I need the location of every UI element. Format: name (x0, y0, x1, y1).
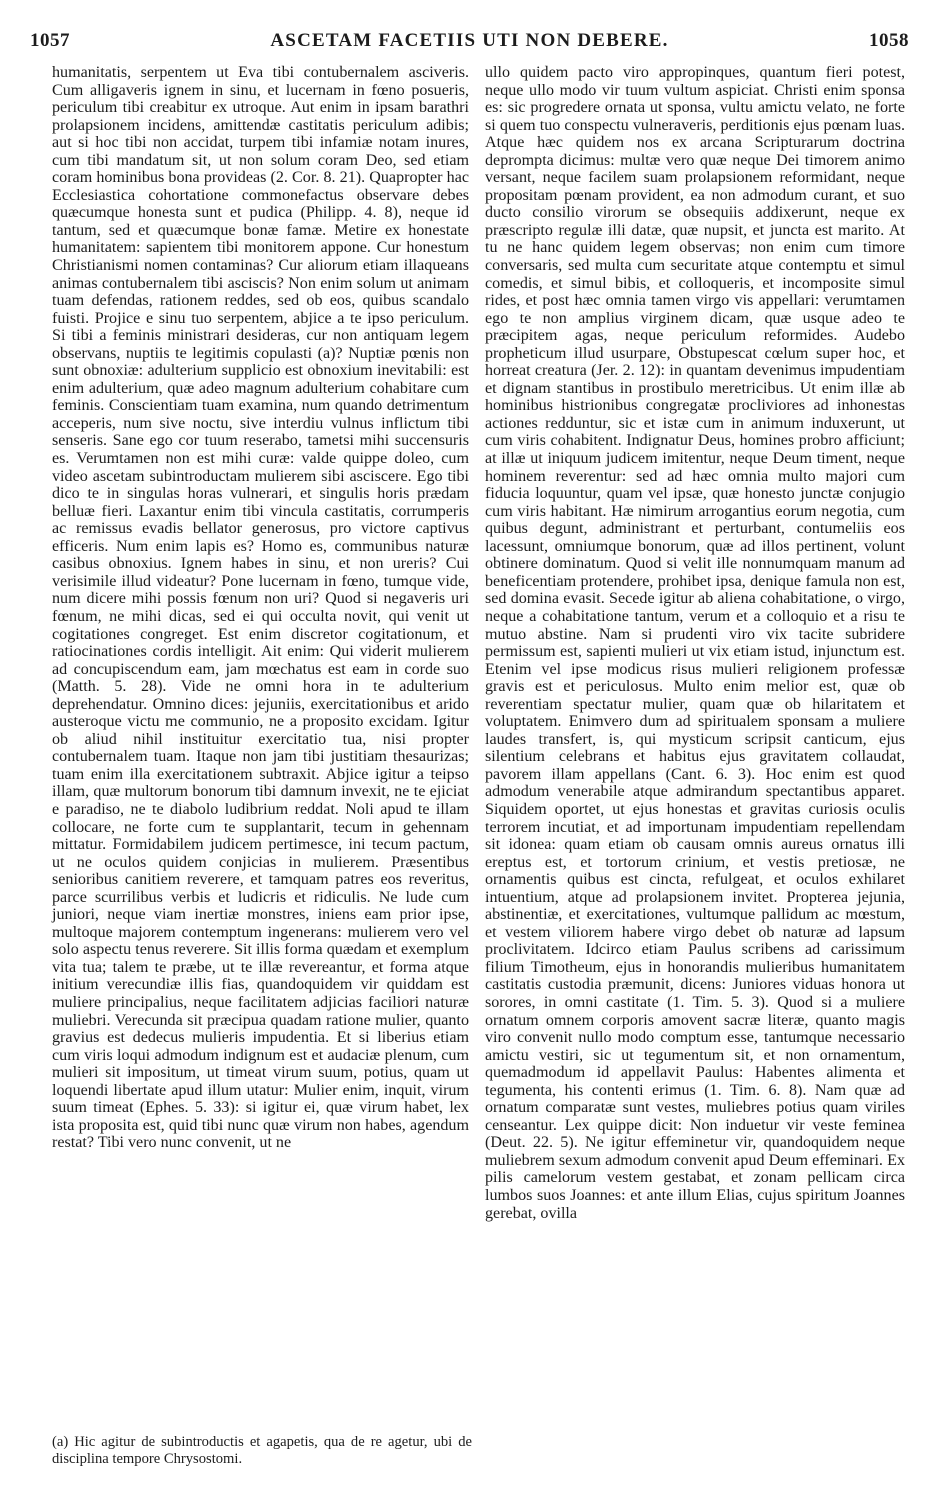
left-column (52, 64, 469, 1152)
right-column-text: ullo quidem pacto viro appropinques, quantum fieri potest, neque ullo modo vir tuum vultum aspiciat. Christi enim sponsa es: sic progredere ornata ut sponsa, vultu amictu velato, ne forte si quem tuo conspectu vulneraveris, perditionis ejus pœnam luas. Atque hæc quidem nos ex arcana Scripturarum doctrina deprompta dicimus: multæ vero quæ neque Dei timorem animo versant, neque facilem suam prolapsionem reformidant, neque propositam pœnam provident, ea non admodum curant, et suo ducto consilio virorum se obsequiis addixerunt, neque ex præscripto regulæ illi datæ, quæ nupsit, et juncta est marito. At tu ne hanc quidem legem observas; non enim cum timore conversaris, sed multa cum securitate atque contemptu et simul comedis, et simul bibis, et colloqueris, et incomposite simul rides, et post hæc omnia tamen virgo vis appellari: verumtamen ego te non amplius virginem dicam, quæ usque adeo te præcipitem agas, neque periculum reformides. Audebo propheticum illud usurpare, Obstupescat cœlum super hoc, et horreat creatura (Jer. 2. 12): in quantam devenimus impudentiam et dignam stantibus in prostibulo meretricibus. Ut enim illæ ab hominibus histrionibus congregatæ procliviores ad inhonestas actiones redduntur, sic et istæ cum in animum induxerunt, ut cum viris cohabitent. Indignatur Deus, homines probro afficiunt; at illæ ut iniquum judicem imitentur, neque Deum timent, neque hominem reverentur: sed ad hæc omnia multo majori cum fiducia loquuntur, quam vel ipsæ, quæ honesto junctæ conjugio cum viris habitant. Hæ nimirum arrogantius eorum negotia, cum quibus degunt, administrant et perturbant, contumeliis eos lacessunt, omniumque bonorum, quæ ad illos pertinent, volunt obtinere dominatum. Quod si velit ille nonnumquam manum ad beneficentiam protendere, prohibet ipsa, denique famula non est, sed domina evasit. Secede igitur ab aliena cohabitatione, o virgo, neque a cohabitatione tantum, verum et a colloquio et a risu te mutuo abstine. Nam si prudenti viro vix tacite subridere permissum est, sapienti mulieri ut vix etiam istud, injunctum est. Etenim vel ipse modicus risus mulieri religionem professæ gravis est et periculosus. Multo enim melior est, quæ ob reverentiam spectatur mulier, quam quæ ob hilaritatem et voluptatem. Enimvero dum ad spiritualem sponsam a muliere laudes transfert, is, qui mysticum scripsit canticum, ejus silentium celebrans et habitus ejus gravitatem collaudat, pavorem illam appellans (Cant. 6. 3). Hoc enim est quod admodum venerabile atque admirandum spectantibus apparet. Siquidem oportet, ut ejus honestas et gravitas curiosis oculis terrorem incutiat, et ad importunam impudentiam repellendam sit idonea: quam etiam ob causam omnis aureus ornatus illi ereptus est, et tortorum crinium, et vestis pretiosæ, ne ornamentis quibus est cincta, refulgeat, et oculos exhilaret intuentium, atque ad prolapsionem invitet. Propterea jejunia, abstinentiæ, et exercitationes, vultumque pallidum ac mœstum, et vestem viliorem habere virgo debet ob naturæ ad lapsum proclivitatem. Idcirco etiam Paulus scribens ad carissimum filium Timotheum, ejus in honorandis mulieribus humanitatem castitatis custodia præmunit, dicens: Juniores viduas honora ut sorores, in omni castitate (1. Tim. 5. 3). Quod si a muliere ornatum omnem corporis amovent sacræ literæ, quanto magis viro convenit nullo modo comptum esse, tantumque necessario amictu vestiri, sic ut tegumentum sit, et non ornamentum, quemadmodum id appellavit Paulus: Habentes alimenta et tegumenta, his contenti erimus (1. Tim. 6. 8). Nam quæ ad ornatum comparatæ sunt vestes, muliebres potius quam viriles censeantur. Lex quippe dicit: Non induetur vir veste feminea (Deut. 22. 5). Ne igitur effeminetur vir, quandoquidem neque muliebrem sexum admodum convenit apud Deum effeminari. Ex pilis camelorum vestem gestabat, et zonam pellicam circa lumbos suos Joannes: et ante illum Elias, cujus spiritum Joannes gerebat, ovilla (485, 64, 905, 1222)
right-column (485, 64, 905, 1222)
footnote (52, 1434, 472, 1467)
page-number-right: 1058 (869, 30, 909, 51)
page-number-left: 1057 (30, 30, 70, 51)
page-header (30, 30, 909, 56)
running-title: ASCETAM FACETIIS UTI NON DEBERE. (270, 30, 669, 51)
left-column-text: humanitatis, serpentem ut Eva tibi contubernalem asciveris. Cum alligaveris ignem in sinu, et lucernam in fœno posueris, periculum tibi creabitur ex utroque. Aut enim in ipsam barathri prolapsionem incidens, amittendæ castitatis periculum adibis; aut si hoc tibi non accidat, turpem tibi infamiæ notam inures, cum tibi mandatum sit, ut non solum coram Deo, sed etiam coram hominibus bona provideas (2. Cor. 8. 21). Quapropter hac Ecclesiastica cohortatione commonefactus observare debes quæcumque honesta sunt et pudica (Philipp. 4. 8), neque id tantum, sed et quæcumque bonæ famæ. Metire ex honestate humanitatem: sapientem tibi monitorem appone. Cur honestum Christianismi nomen contaminas? Cur aliorum etiam illaqueans animas contubernalem tibi asciscis? Non enim solum ut animam tuam defendas, rationem reddes, sed ob eos, quibus scandalo fuisti. Projice e sinu tuo serpentem, abjice a te ipso periculum. Si tibi a feminis ministrari desideras, cur non antiquam legem observans, nuptiis te legitimis copulasti (a)? Nuptiæ pœnis non sunt obnoxiæ: adulterium supplicio est obnoxium inevitabili: est enim adulterium, quæ adeo magnum adulterium cohabitare cum feminis. Conscientiam tuam examina, num quando detrimentum acceperis, num sive noctu, sive interdiu vulnus inflictum tibi senseris. Sane ego cor tuum reserabo, tametsi mihi succensuris es. Verumtamen non est mihi curæ: valde quippe doleo, cum video ascetam subintroductam mulierem sibi asciscere. Ego tibi dico te in singulas horas vulnerari, et singulis horis prædam belluæ fieri. Laxantur enim tibi vincula castitatis, corrumperis ac remissus evadis bellator generosus, pro victore captivus efficeris. Num enim lapis es? Homo es, communibus naturæ casibus obnoxius. Ignem habes in sinu, et non ureris? Cui verisimile illud videatur? Pone lucernam in fœno, tumque vide, num dicere mihi possis fœnum non uri? Quod si negaveris uri fœnum, ne mihi dicas, sed ei qui occulta novit, qui venit ut cogitationes congreget. Est enim discretor cogitationum, et ratiocinationes cordis intelligit. Ait enim: Qui viderit mulierem ad concupiscendum eam, jam mœchatus est eam in corde suo (Matth. 5. 28). Vide ne omni hora in te adulterium deprehendatur. Omnino dices: jejuniis, exercitationibus et arido austeroque victu me communio, ne a proposito excidam. Igitur ob aliud nihil instituitur exercitatio tua, nisi propter contubernalem tuam. Itaque non jam tibi justitiam thesaurizas; tuam enim illa exercitationem subtraxit. Abjice igitur a teipso illam, quæ multorum bonorum tibi damnum invexit, ne te ejiciat e paradiso, ne te diabolo ludibrium reddat. Noli apud te illam collocare, ne forte cum te supplantarit, tecum in gehennam mittatur. Formidabilem judicem pertimesce, ini tecum pactum, ut ne oculos quidem conjicias in mulierem. Præsentibus senioribus canitiem reverere, et tamquam patres eos reveritus, parce scurrilibus verbis et ludicris et ridiculis. Ne lude cum juniori, neque viam inertiæ monstres, iniens eam prior ipse, multoque majorem contemptum ingenerans: mulierem vero vel solo aspectu tenus reverere. Sit illis forma quædam et exemplum vita tua; talem te præbe, ut te illæ revereantur, et forma atque initium verecundiæ illis fias, quandoquidem vir quiddam est muliere principalius, neque facilitatem adjicias faciliori naturæ muliebri. Verecunda sit præcipua quadam ratione mulier, quanto gravius est dedecus mulieris impudentia. Et si liberius etiam cum viris loqui admodum indignum est et audaciæ plenum, cum mulieri sit impositum, ut timeat virum suum, potius, quam ut loquendi libertate apud illum utatur: Mulier enim, inquit, virum suum timeat (Ephes. 5. 33): si igitur ei, quæ virum habet, lex ista proposita est, quid tibi nunc quæ virum non habes, agendum restat? Tibi vero nunc convenit, ut ne (52, 64, 469, 1152)
footnote-text: (a) Hic agitur de subintroductis et agapetis, qua de re agetur, ubi de disciplina tempore Chrysostomi. (52, 1434, 472, 1467)
